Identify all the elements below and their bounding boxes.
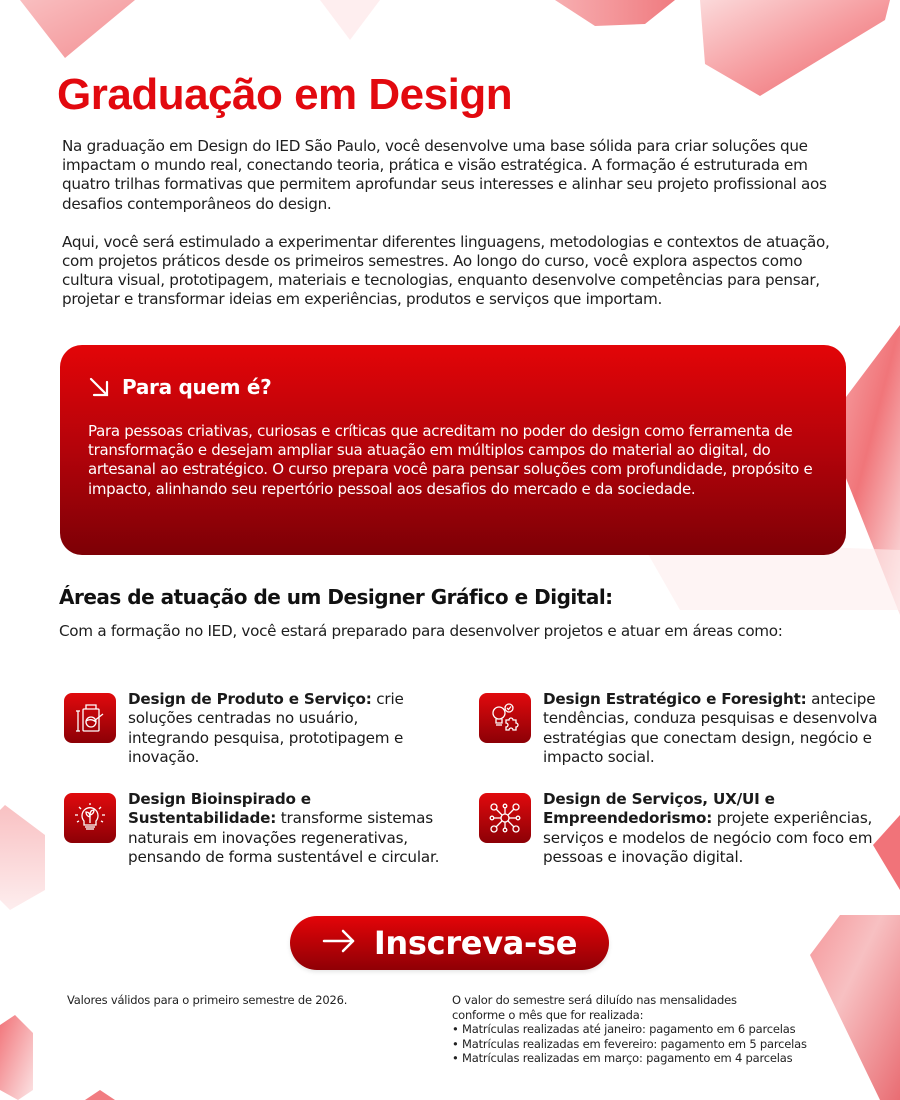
decorative-crystal-top-left — [10, 0, 140, 60]
payment-intro: O valor do semestre será diluído nas mensalidades — [452, 993, 737, 1007]
area-text — [543, 690, 879, 767]
area-heading: Design de Produto e Serviço: — [128, 690, 372, 708]
decorative-crystal-right-bottom — [810, 915, 900, 1100]
subscribe-button[interactable] — [290, 916, 609, 970]
area-item-bioinspired — [64, 790, 464, 867]
audience-card — [60, 345, 846, 555]
page-title: Graduação em Design — [57, 70, 513, 119]
subscribe-button-label: Inscreva-se — [373, 924, 578, 962]
intro-section — [62, 137, 852, 329]
areas-subtitle: Com a formação no IED, você estará preparado para desenvolver projetos e atuar em áreas como: — [59, 622, 783, 640]
payment-item: • Matrículas realizadas em março: pagamento em 4 parcelas — [452, 1051, 793, 1066]
area-heading: Design de Serviços, UX/UI e Empreendedorismo: — [543, 790, 775, 828]
arrow-right-icon — [322, 929, 356, 957]
lightbulb-puzzle-icon — [479, 693, 531, 743]
area-heading: Design Bioinspirado e Sustentabilidade: — [128, 790, 311, 828]
audience-card-text: Para pessoas criativas, curiosas e críticas que acreditam no poder do design como ferramenta de transformação e desejam ampliar sua atuação em múltiplos campos do material ao digital, do artesanal ao estratégico. O curso prepara você para pensar soluções com profundidade, propósito e impacto, alinhando seu repertório pessoal aos desafios do mercado e da sociedade. — [88, 422, 813, 498]
area-text — [128, 690, 434, 767]
decorative-crystal-top-right — [700, 0, 900, 100]
decorative-crystal-left-glass — [0, 800, 50, 910]
area-description: crie soluções centradas no usuário, integrando pesquisa, prototipagem e inovação. — [128, 690, 404, 766]
lightbulb-plant-icon — [64, 793, 116, 843]
area-text — [128, 790, 464, 867]
payment-note — [452, 993, 807, 1066]
area-description: antecipe tendências, conduza pesquisas e desenvolva estratégias que conectam design, negócio e impacto social. — [543, 690, 878, 766]
payment-intro: conforme o mês que for realizada: — [452, 1007, 644, 1022]
area-heading: Design Estratégico e Foresight: — [543, 690, 807, 708]
validity-note: Valores válidos para o primeiro semestre de 2026. — [67, 993, 348, 1007]
network-hub-icon — [479, 793, 531, 843]
decorative-crystal-top-right-small — [555, 0, 675, 30]
decorative-crystal-left-bottom — [0, 1015, 35, 1100]
intro-paragraph: Aqui, você será estimulado a experimentar diferentes linguagens, metodologias e contextos de atuação, com projetos práticos desde os primeiros semestres. Ao longo do curso, você explora aspectos como cultura visual, prototipagem, materiais e tecnologias, enquanto desenvolve competências para pensar, projetar e transformar ideias em experiências, produtos e serviços que importam. — [62, 232, 830, 309]
area-text — [543, 790, 889, 867]
decorative-crystal-top-center — [320, 0, 380, 40]
decorative-crystal-bottom-left-small — [85, 1090, 115, 1100]
payment-item: • Matrículas realizadas em fevereiro: pagamento em 5 parcelas — [452, 1036, 807, 1051]
area-item-strategic-foresight — [479, 690, 879, 767]
intro-paragraph: Na graduação em Design do IED São Paulo, você desenvolve uma base sólida para criar soluções que impactam o mundo real, conectando teoria, prática e visão estratégica. A formação é estruturada em quatro trilhas formativas que permitem aprofundar seus interesses e alinhar seu projeto profissional aos desafios contemporâneos do design. — [62, 137, 827, 213]
areas-title: Áreas de atuação de um Designer Gráfico e Digital: — [59, 585, 613, 609]
area-description: transforme sistemas naturais em inovações regenerativas, pensando de forma sustentável e circular. — [128, 809, 440, 866]
payment-item: • Matrículas realizadas até janeiro: pagamento em 6 parcelas — [452, 1022, 796, 1037]
audience-card-header — [88, 375, 818, 399]
audience-card-title: Para quem é? — [122, 375, 272, 399]
area-description: projete experiências, serviços e modelos de negócio com foco em pessoas e inovação digital. — [543, 809, 873, 866]
area-item-product-service — [64, 690, 434, 767]
product-package-icon — [64, 693, 116, 743]
area-item-services-ux — [479, 790, 889, 867]
arrow-down-right-icon — [88, 376, 110, 398]
